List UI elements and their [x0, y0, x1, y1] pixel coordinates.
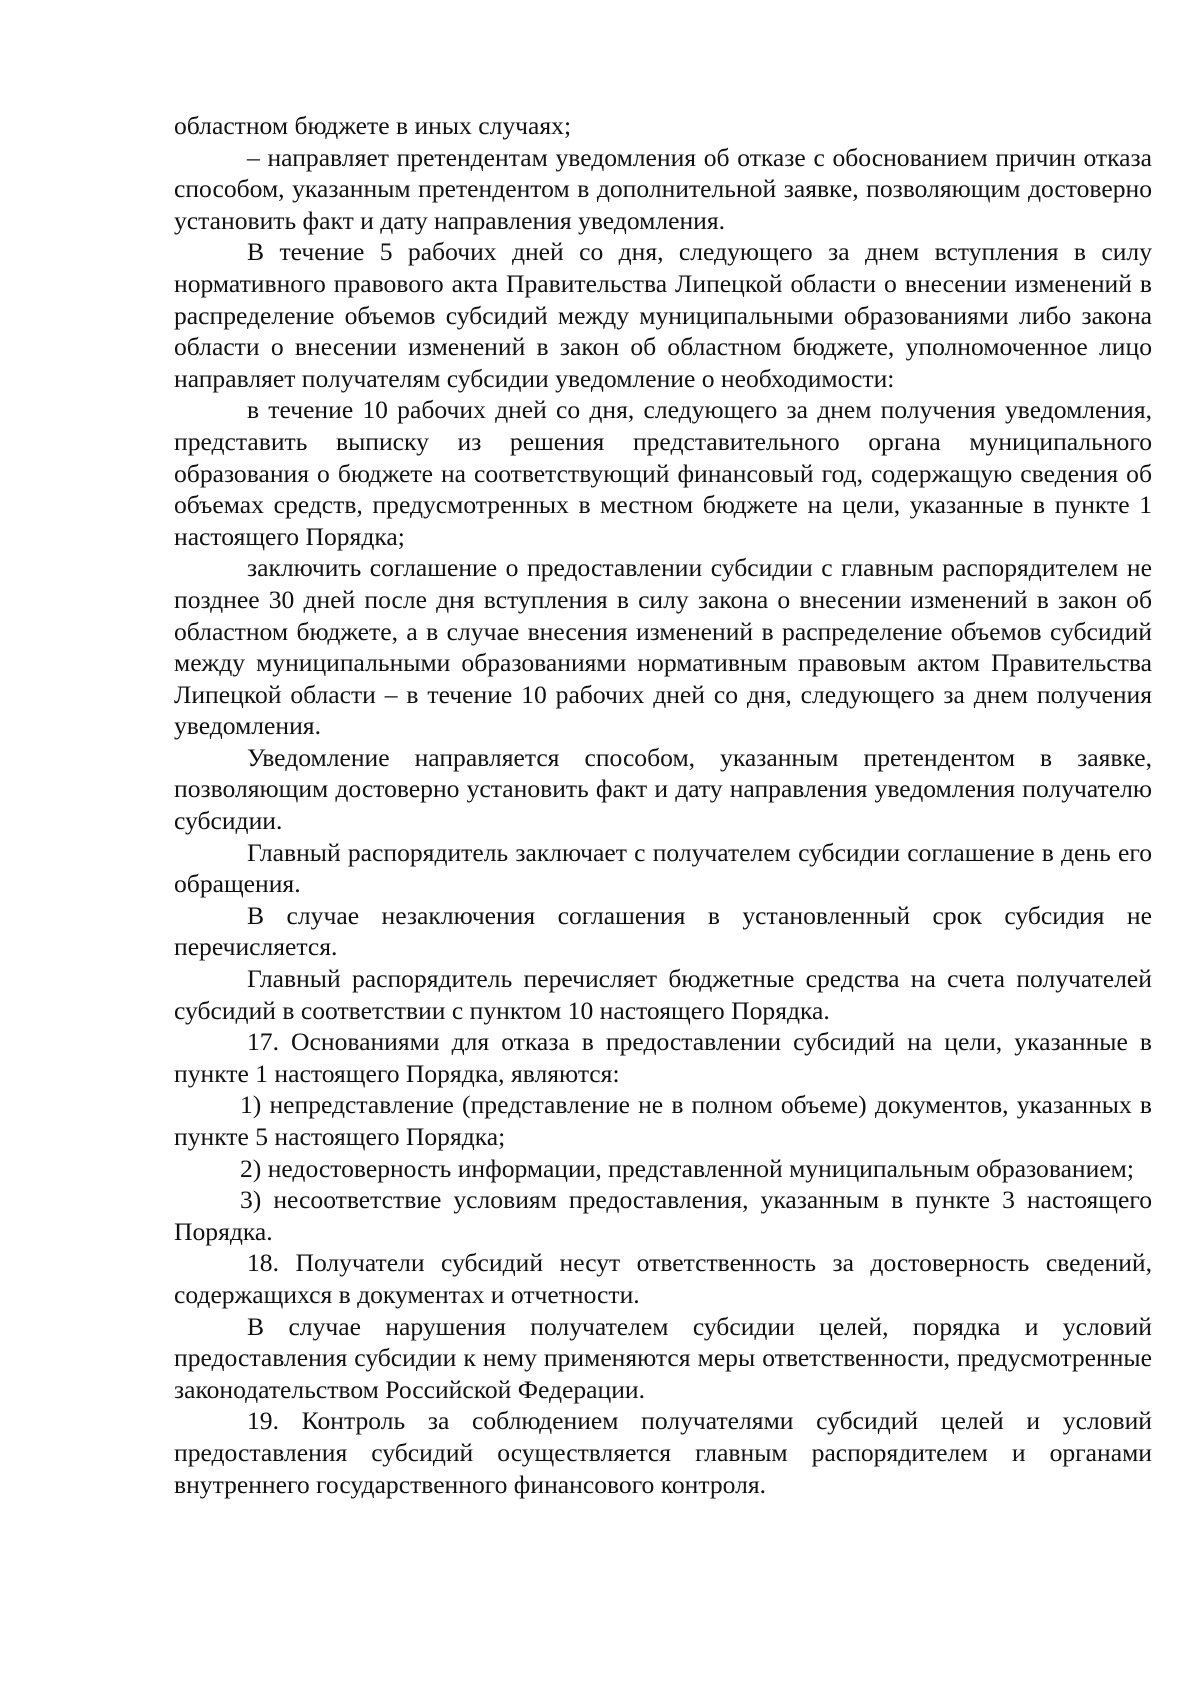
paragraph-item-19: 19. Контроль за соблюдением получателями субсидий целей и условий предоставления субсидий осуществляется главным распорядителем и органами внутреннего государственного финансового контроля.	[174, 1406, 1152, 1499]
paragraph-refusal-notice: – направляет претендентам уведомления об отказе с обоснованием причин отказа способом, указанным претендентом в дополнительной заявке, позволяющим достоверно установить факт и дату направления уведомления.	[174, 142, 1152, 235]
paragraph-conclude-agreement: заключить соглашение о предоставлении субсидии с главным распорядителем не позднее 30 дней после дня вступления в силу закона о внесении изменений в закон об областном бюджете, а в случае внесения изменений в распределение объемов субсидий между муниципальными образованиями нормативным правовым актом Правительства Липецкой области – в течение 10 рабочих дней со дня, следующего за днем получения уведомления.	[174, 553, 1152, 741]
paragraph-budget-extract: в течение 10 рабочих дней со дня, следующего за днем получения уведомления, представить выписку из решения представительного органа муниципального образования о бюджете на соответствующий финансовый год, содержащую сведения об объемах средств, предусмотренных в местном бюджете на цели, указанные в пункте 1 настоящего Порядка;	[174, 395, 1152, 551]
paragraph-change-notification: В течение 5 рабочих дней со дня, следующего за днем вступления в силу нормативного правового акта Правительства Липецкой области о внесении изменений в распределение объемов субсидий между муниципальными образованиями либо закона области о внесении изменений в закон об областном бюджете, уполномоченное лицо направляет получателям субсидии уведомление о необходимости:	[174, 237, 1152, 393]
paragraph-item-17: 17. Основаниями для отказа в предоставлении субсидий на цели, указанные в пункте 1 настоящего Порядка, являются:	[174, 1027, 1152, 1088]
list-item-1: 1) непредставление (представление не в полном объеме) документов, указанных в пункте 5 настоящего Порядка;	[174, 1090, 1152, 1151]
paragraph-non-conclusion: В случае незаключения соглашения в установленный срок субсидия не перечисляется.	[174, 900, 1152, 962]
list-item-2: 2) недостоверность информации, представленной муниципальным образованием;	[240, 1153, 1134, 1183]
paragraph-notification-method: Уведомление направляется способом, указанным претендентом в заявке, позволяющим достоверно установить факт и дату направления уведомления получателю субсидии.	[174, 742, 1152, 836]
paragraph-item-18: 18. Получатели субсидий несут ответственность за достоверность сведений, содержащихся в документах и отчетности.	[174, 1248, 1152, 1309]
paragraph-agreement-day: Главный распорядитель заключает с получателем субсидии соглашение в день его обращения.	[174, 837, 1152, 899]
paragraph-continuation: областном бюджете в иных случаях;	[174, 111, 572, 140]
paragraph-violation-liability: В случае нарушения получателем субсидии целей, порядка и условий предоставления субсидии к нему применяются меры ответственности, предусмотренные законодательством Российской Федерации.	[174, 1311, 1152, 1404]
list-item-3: 3) несоответствие условиям предоставления, указанным в пункте 3 настоящего Порядка.	[174, 1185, 1152, 1246]
document-page	[174, 110, 1152, 1500]
paragraph-transfer-funds: Главный распорядитель перечисляет бюджетные средства на счета получателей субсидий в соответствии с пунктом 10 настоящего Порядка.	[174, 964, 1152, 1025]
